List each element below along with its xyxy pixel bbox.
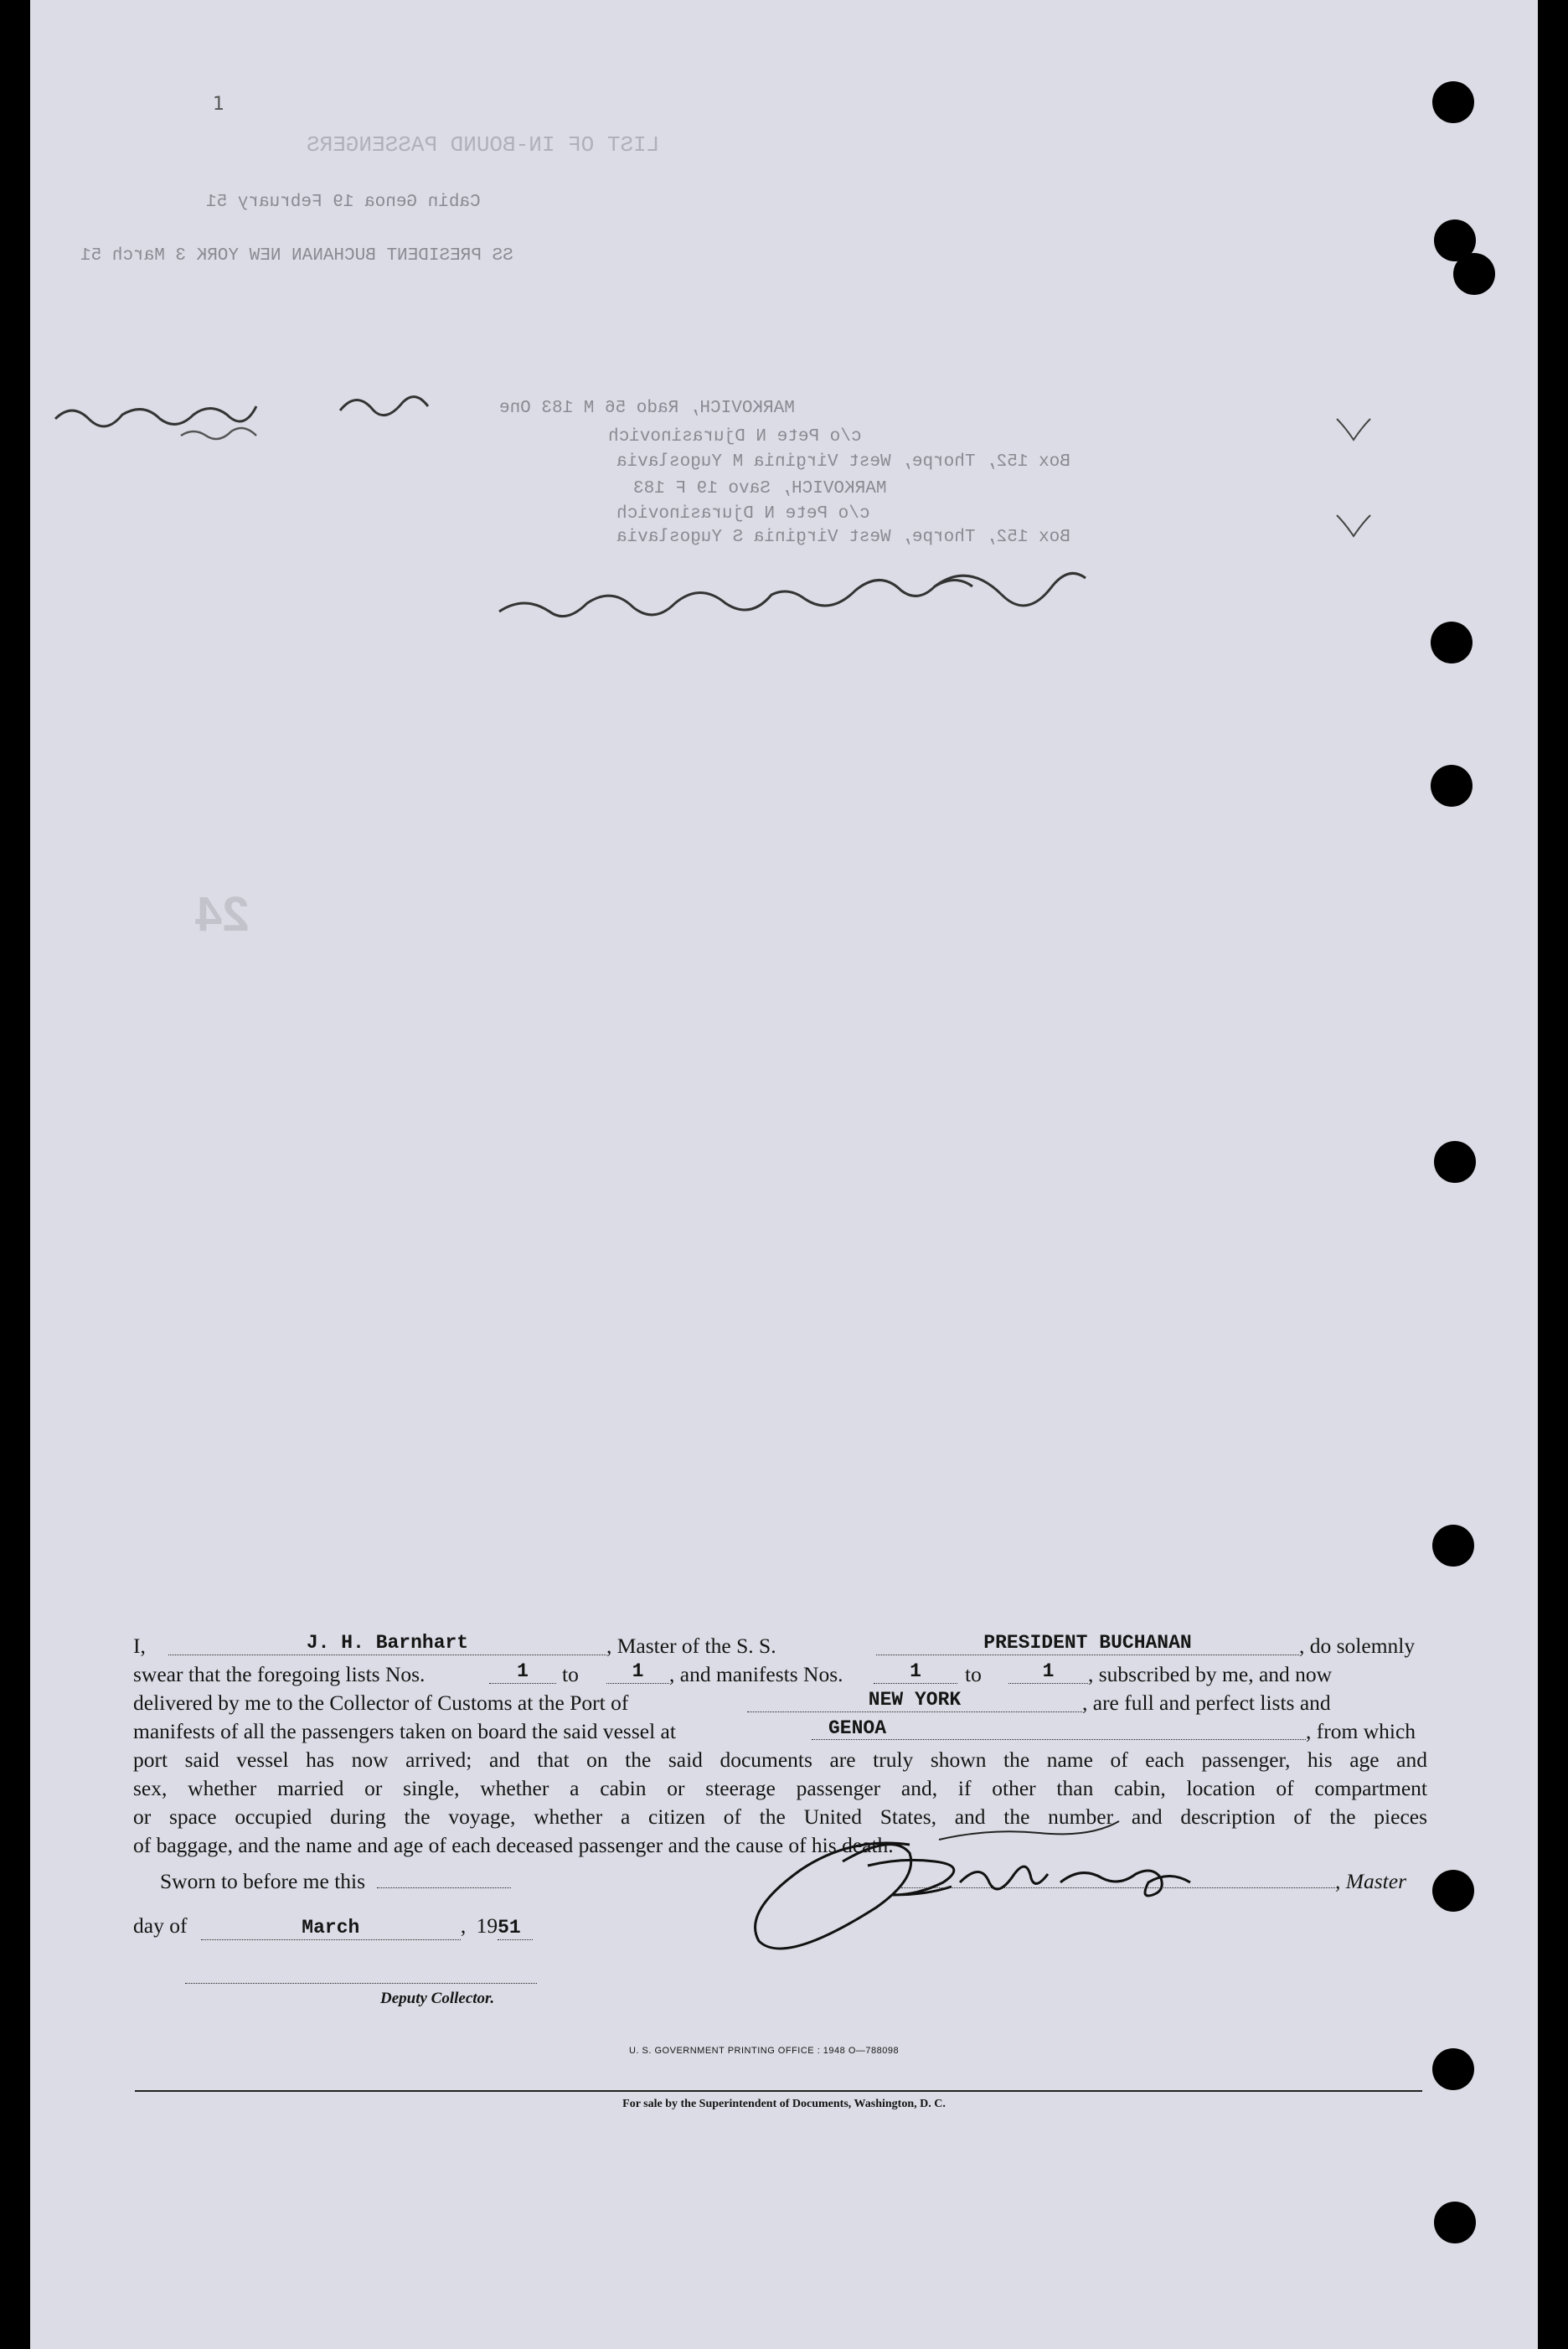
oath-text: , subscribed by me, and now [1088,1662,1333,1686]
footer-sale-note: For sale by the Superintendent of Documents, Washington, D. C. [622,2098,946,2110]
master-line [901,1865,1406,1894]
bleed-number: 24 [195,887,250,942]
master-label: , Master [1335,1869,1406,1893]
lists-from-field: 1 [489,1660,556,1684]
sworn-label: Sworn to before me this [160,1869,366,1893]
oath-text: to [562,1662,579,1686]
printing-office-note: U. S. GOVERNMENT PRINTING OFFICE : 1948 O—788098 [629,2046,900,2056]
manifest-page [30,0,1538,2349]
bleed-header-vessel: SS PRESIDENT BUCHANAN NEW YORK 3 March 51 [80,246,513,266]
year-field: 51 [498,1917,533,1940]
punch-hole [1432,1870,1474,1912]
deputy-signature-line [185,1983,537,1984]
deputy-collector-label: Deputy Collector. [380,1990,495,2007]
oath-text: sex, whether married or single, whether a cabin or steerage passenger and, if other than cabin, location of compartment [133,1776,1427,1800]
bleed-passenger-line: c/o Pete N Djurasinovich [616,504,870,524]
oath-text: , from which [1306,1719,1416,1743]
punch-hole [1432,2048,1474,2090]
punch-hole [1431,765,1473,807]
master-signature-field [901,1865,1335,1888]
bleed-passenger-line: Box 152, Thorpe, West Virginia M Yugoslavia [616,452,1070,472]
lists-to-field: 1 [606,1660,669,1684]
oath-text: , are full and perfect lists and [1082,1691,1331,1715]
vessel-name-field: PRESIDENT BUCHANAN [876,1632,1299,1655]
punch-hole [1434,1141,1476,1183]
master-name-field: J. H. Barnhart [168,1632,606,1655]
punch-hole [1434,2202,1476,2243]
bleed-passenger-line: Box 152, Thorpe, West Virginia S Yugoslavia [616,528,1070,547]
oath-text: manifests of all the passengers taken on board the said vessel at [133,1719,676,1743]
bleed-passenger-line: c/o Pete N Djurasinovich [608,427,862,447]
manifests-to-field: 1 [1008,1660,1088,1684]
oath-text: , Master of the S. S. [606,1634,776,1658]
oath-text: , do solemnly [1299,1634,1416,1658]
oath-text: port said vessel has now arrived; and that on the said documents are truly shown the name of each passenger, his age and [133,1748,1427,1772]
embark-port-field: GENOA [812,1717,1306,1740]
oath-text: or space occupied during the voyage, whether a citizen of the United States, and the number and description of the pieces [133,1804,1427,1829]
port-field: NEW YORK [747,1689,1082,1712]
oath-text: , and manifests Nos. [669,1662,843,1686]
oath-text: I, [133,1634,146,1658]
bleed-handwriting [30,0,1538,670]
oath-text: of baggage, and the name and age of each deceased passenger and the cause of his death. [133,1833,894,1857]
month-field: March [201,1917,461,1940]
oath-text: to [965,1662,982,1686]
manifests-from-field: 1 [874,1660,957,1684]
bleed-header-title: LIST OF IN-BOUND PASSENGERS [307,132,660,157]
sworn-date-field [377,1865,511,1888]
punch-hole [1432,1525,1474,1567]
year-prefix: 19 [476,1913,498,1938]
bleed-header-cabin: Cabin Genoa 19 February 51 [206,193,481,212]
day-of-label: day of [133,1913,188,1938]
oath-text: delivered by me to the Collector of Customs at the Port of [133,1691,629,1715]
bleed-passenger-line: MARKOVICH, Rado 56 M 183 One [499,399,795,418]
bleed-passenger-line: MARKOVICH, Savo 19 F 183 [633,479,887,498]
footer-divider [135,2090,1422,2092]
day-of-line: day of March , 1951 [133,1913,533,1940]
oath-text: swear that the foregoing lists Nos. [133,1662,426,1686]
sworn-line [160,1865,511,1894]
page-number: 1 [213,94,224,115]
